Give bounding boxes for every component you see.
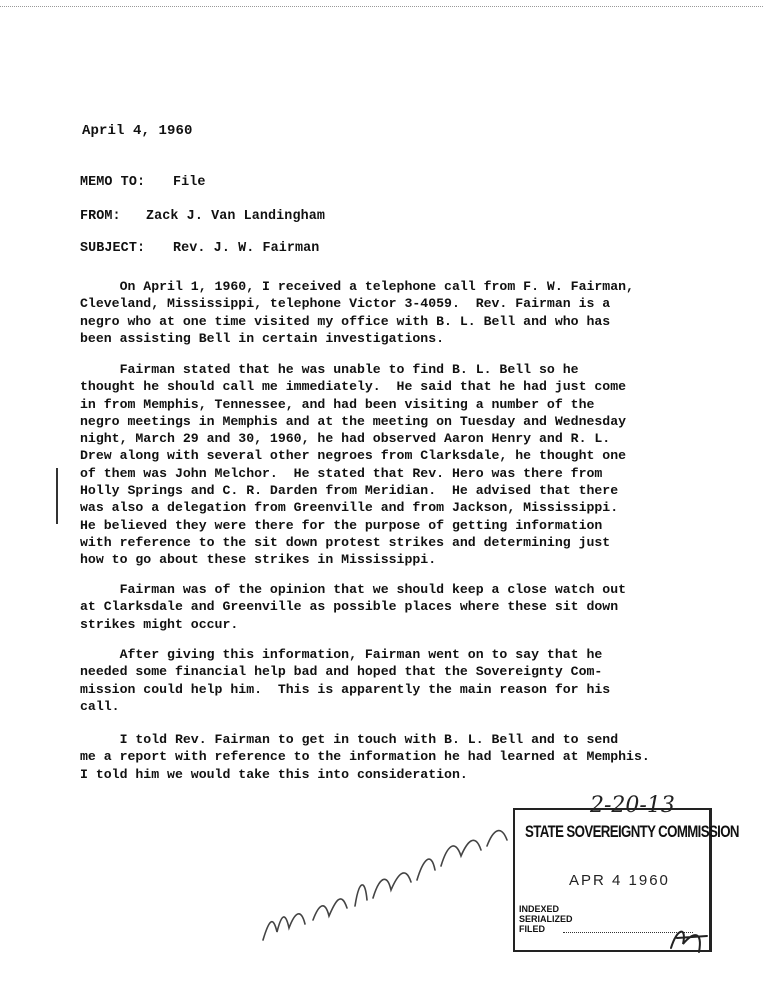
body-line: mission could help him. This is apparently the main reason for his xyxy=(80,681,611,697)
body-line: Holly Springs and C. R. Darden from Meridian. He advised that there xyxy=(80,483,619,499)
body-line: needed some financial help bad and hoped that the Sovereignty Com- xyxy=(80,664,603,680)
body-line: at Clarksdale and Greenville as possible places where these sit down xyxy=(80,599,619,615)
body-line: of them was John Melchor. He stated that Rev. Hero was there from xyxy=(80,465,603,481)
body-line: been assisting Bell in certain investigations. xyxy=(80,330,445,346)
paragraph-2 xyxy=(80,361,730,569)
stamp-serialized: SERIALIZED xyxy=(519,914,573,924)
body-line: Fairman was of the opinion that we should keep a close watch out xyxy=(80,582,627,597)
body-line: After giving this information, Fairman went on to say that he xyxy=(80,647,603,662)
handwritten-note: 2-20-13 xyxy=(590,793,675,818)
body-line: negro who at one time visited my office with B. L. Bell and who has xyxy=(80,313,611,329)
memo-date: April 4, 1960 xyxy=(82,123,193,139)
body-line: Cleveland, Mississippi, telephone Victor 3-4059. Rev. Fairman is a xyxy=(80,296,611,312)
body-line: I told Rev. Fairman to get in touch with B. L. Bell and to send xyxy=(80,732,619,747)
body-line: Fairman stated that he was unable to find B. L. Bell so he xyxy=(80,362,579,377)
body-line: with reference to the sit down protest strikes and determining just xyxy=(80,534,611,550)
memo-from-value: Zack J. Van Landingham xyxy=(146,209,325,224)
memo-subject-value: Rev. J. W. Fairman xyxy=(173,241,320,256)
memo-to-value: File xyxy=(173,175,206,190)
body-line: strikes might occur. xyxy=(80,616,239,632)
stamp-filed: FILED xyxy=(519,924,545,934)
memo-to-label: MEMO TO: xyxy=(80,175,146,190)
paragraph-5 xyxy=(80,731,730,783)
paragraph-1 xyxy=(80,278,730,347)
body-line: On April 1, 1960, I received a telephone call from F. W. Fairman, xyxy=(80,279,634,294)
stamp-initials-scribble xyxy=(663,918,713,958)
body-line: negro meetings in Memphis and at the meeting on Tuesday and Wednesday xyxy=(80,413,627,429)
body-line: how to go about these strikes in Mississippi. xyxy=(80,552,437,568)
body-line: I told him we would take this into consideration. xyxy=(80,766,468,782)
body-line: He believed they were there for the purpose of getting information xyxy=(80,517,603,533)
body-line: in from Memphis, Tennessee, and had been visiting a number of the xyxy=(80,396,595,412)
body-line: me a report with reference to the information he had learned at Memphis. xyxy=(80,749,650,765)
top-dotted-edge xyxy=(0,0,763,7)
stamp-date: APR 4 1960 xyxy=(569,872,670,889)
paragraph-3 xyxy=(80,581,730,633)
margin-mark xyxy=(56,468,58,524)
received-stamp xyxy=(513,808,739,958)
body-line: was also a delegation from Greenville and from Jackson, Mississippi. xyxy=(80,500,619,516)
body-line: Drew along with several other negroes from Clarksdale, he thought one xyxy=(80,448,627,464)
stamp-title: STATE SOVEREIGNTY COMMISSION xyxy=(525,822,739,841)
handwritten-signature xyxy=(255,820,525,950)
body-line: thought he should call me immediately. He said that he had just come xyxy=(80,379,627,395)
memo-subject-label: SUBJECT: xyxy=(80,241,146,256)
stamp-indexed: INDEXED xyxy=(519,904,560,914)
stamp-status-lines xyxy=(519,904,573,934)
memo-from-label: FROM: xyxy=(80,209,121,224)
body-line: call. xyxy=(80,698,120,714)
body-line: night, March 29 and 30, 1960, he had observed Aaron Henry and R. L. xyxy=(80,431,611,447)
paragraph-4 xyxy=(80,646,730,715)
